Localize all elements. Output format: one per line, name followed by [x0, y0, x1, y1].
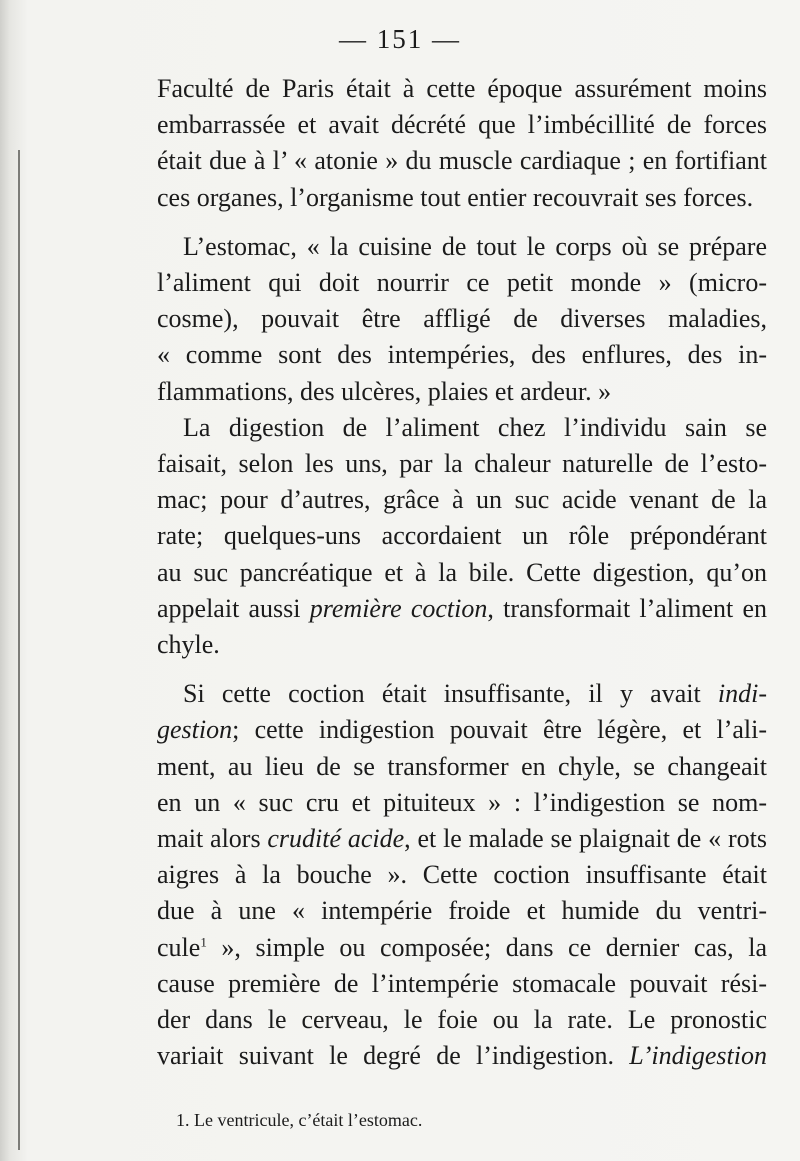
text-line: flammations, des ulcères, plaies et ardeur. » [157, 376, 612, 406]
text-line [157, 712, 767, 748]
text-line: L’estomac, « la cuisine de tout le corps où se prépare [183, 231, 767, 261]
text-line: ment, au lieu de se transformer en chyle, se changeait [157, 751, 767, 781]
paragraph-2 [157, 229, 767, 410]
text-line: faisait, selon les uns, par la chaleur naturelle de l’esto- [157, 449, 767, 479]
text-segment: », simple ou composée; dans ce dernier cas, la [206, 932, 767, 962]
text-line: Faculté de Paris était à cette époque assurément moins [157, 74, 767, 103]
text-line: aigres à la bouche ». Cette coction insuffisante était [157, 860, 767, 890]
paragraph-gap [157, 216, 767, 229]
text-line: l’aliment qui doit nourrir ce petit monde » (micro- [157, 268, 767, 298]
text-line: rate; quelques-uns accordaient un rôle prépondérant [157, 521, 767, 551]
text-line [157, 930, 767, 966]
text-line: cosme), pouvait être affligé de diverses maladies, [157, 304, 767, 334]
text-segment: variait suivant le degré de l’indigestion. [157, 1041, 630, 1071]
italic-term: crudité acide [267, 824, 405, 854]
text-segment: mait alors [157, 824, 268, 854]
text-segment: cule [157, 932, 201, 962]
paragraph-gap [157, 663, 767, 676]
page-number: — 151 — [339, 24, 461, 54]
body-text [157, 71, 767, 1074]
footnote-marker: 1 [200, 934, 207, 950]
footnote: 1. Le ventricule, c’était l’estomac. [176, 1110, 423, 1130]
italic-term: première coction [309, 593, 488, 623]
italic-term: gestion [157, 715, 233, 745]
text-line: en un « suc cru et pituiteux » : l’indigestion se nom- [157, 787, 767, 817]
binding-edge [18, 150, 20, 1150]
paragraph-1 [157, 71, 767, 216]
text-line [157, 821, 767, 857]
italic-term: indi- [717, 679, 767, 709]
text-line: au suc pancréatique et à la bile. Cette digestion, qu’on [157, 557, 767, 587]
text-line: mac; pour d’autres, grâce à un suc acide venant de la [157, 485, 767, 515]
text-line: « comme sont des intempéries, des enflures, des in- [157, 340, 767, 370]
text-segment: Si cette coction était insuffisante, il y avait [183, 679, 718, 709]
text-line: cause première de l’intempérie stomacale pouvait rési- [157, 968, 767, 998]
text-line: La digestion de l’aliment chez l’individu sain se [183, 412, 767, 442]
text-segment: , transformait l’aliment en [487, 593, 767, 623]
italic-term: L’indigestion [629, 1041, 767, 1071]
text-line [157, 1038, 767, 1074]
text-line: était due à l’ « atonie » du muscle cardiaque ; en fortifiant [157, 146, 767, 176]
text-segment: , et le malade se plaignait de « rots [404, 824, 767, 854]
text-line: chyle. [157, 630, 220, 660]
text-line: embarrassée et avait décrété que l’imbécillité de forces [157, 110, 767, 140]
text-line: ces organes, l’organisme tout entier recouvrait ses forces. [157, 182, 754, 212]
text-segment: appelait aussi [157, 593, 310, 623]
text-segment: ; cette indigestion pouvait être légère, et l’ali- [232, 715, 767, 745]
paragraph-3 [157, 410, 767, 663]
text-line [157, 591, 767, 627]
paragraph-4 [157, 676, 767, 1074]
text-line [157, 676, 767, 712]
text-line: due à une « intempérie froide et humide du ventri- [157, 896, 767, 926]
text-line: der dans le cerveau, le foie ou la rate. Le pronostic [157, 1005, 767, 1035]
